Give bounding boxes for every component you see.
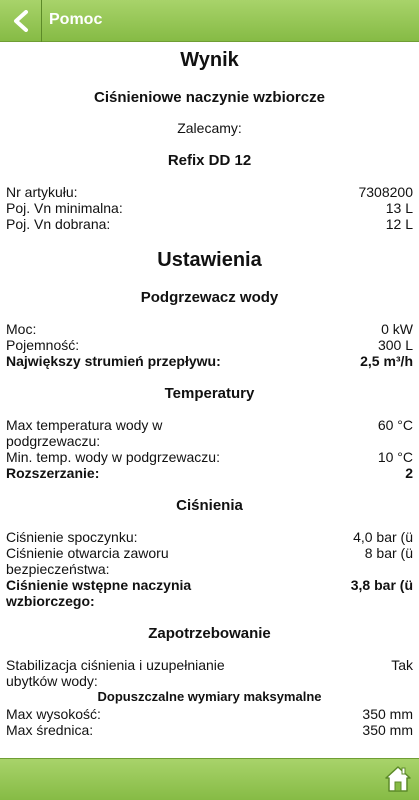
- row-value: 350 mm: [362, 722, 413, 738]
- results-content[interactable]: [0, 43, 419, 758]
- page-title: Pomoc: [49, 11, 103, 28]
- stabilization-row: [6, 657, 413, 689]
- dimensions-heading: Dopuszczalne wymiary maksymalne: [97, 689, 322, 704]
- row-value: 4,0 bar (ü: [353, 529, 413, 545]
- row-value: 0 kW: [381, 321, 413, 337]
- row-value: Tak: [391, 657, 413, 673]
- row-label: Poj. Vn minimalna:: [6, 200, 123, 216]
- row-label: Ciśnienie otwarcia zaworu bezpieczeństwa:: [6, 545, 169, 577]
- row-label: Max wysokość:: [6, 706, 101, 722]
- temperatures-heading: Temperatury: [164, 385, 255, 402]
- row-value: 13 L: [385, 200, 413, 216]
- pressures-heading: Ciśnienia: [176, 497, 243, 514]
- settings-heading: Ustawienia: [157, 249, 262, 271]
- row-value: 3,8 bar (ü: [350, 577, 413, 593]
- row-label: Pojemność:: [6, 337, 80, 353]
- row-value: 350 mm: [362, 706, 413, 722]
- row-label: Max temperatura wody w podgrzewaczu:: [6, 417, 163, 449]
- valve-pressure-row: [6, 545, 413, 577]
- row-label: Stabilizacja ciśnienia i uzupełnianie ubytków wody:: [6, 657, 225, 689]
- row-label: Moc:: [6, 321, 37, 337]
- row-value: 2: [405, 465, 413, 481]
- result-subtitle: Ciśnieniowe naczynie wzbiorcze: [94, 89, 325, 106]
- row-label: Ciśnienie wstępne naczynia wzbiorczego:: [6, 577, 192, 609]
- chevron-left-icon: [12, 10, 30, 32]
- row-label: Max średnica:: [6, 722, 94, 738]
- row-value: 60 °C: [377, 417, 413, 433]
- row-value: 8 bar (ü: [364, 545, 413, 561]
- pre-pressure-row: [6, 577, 413, 609]
- bottom-bar: [0, 758, 419, 800]
- result-heading: Wynik: [180, 49, 239, 71]
- row-label: Nr artykułu:: [6, 184, 78, 200]
- recommend-label: Zalecamy:: [177, 120, 242, 136]
- row-value: 7308200: [358, 184, 413, 200]
- row-label: Poj. Vn dobrana:: [6, 216, 111, 232]
- row-value: 10 °C: [377, 449, 413, 465]
- row-label: Rozszerzanie:: [6, 465, 100, 481]
- demand-heading: Zapotrzebowanie: [148, 625, 271, 642]
- product-name: Refix DD 12: [167, 152, 252, 169]
- row-value: 2,5 m³/h: [360, 353, 413, 369]
- row-label: Ciśnienie spoczynku:: [6, 529, 138, 545]
- row-label: Największy strumień przepływu:: [6, 353, 221, 369]
- heater-heading: Podgrzewacz wody: [140, 289, 279, 306]
- home-icon[interactable]: [385, 765, 411, 793]
- top-bar: [0, 0, 419, 42]
- back-button[interactable]: [0, 0, 42, 42]
- row-label: Min. temp. wody w podgrzewaczu:: [6, 449, 220, 465]
- row-value: 12 L: [385, 216, 413, 232]
- row-value: 300 L: [377, 337, 413, 353]
- max-temp-row: [6, 417, 413, 449]
